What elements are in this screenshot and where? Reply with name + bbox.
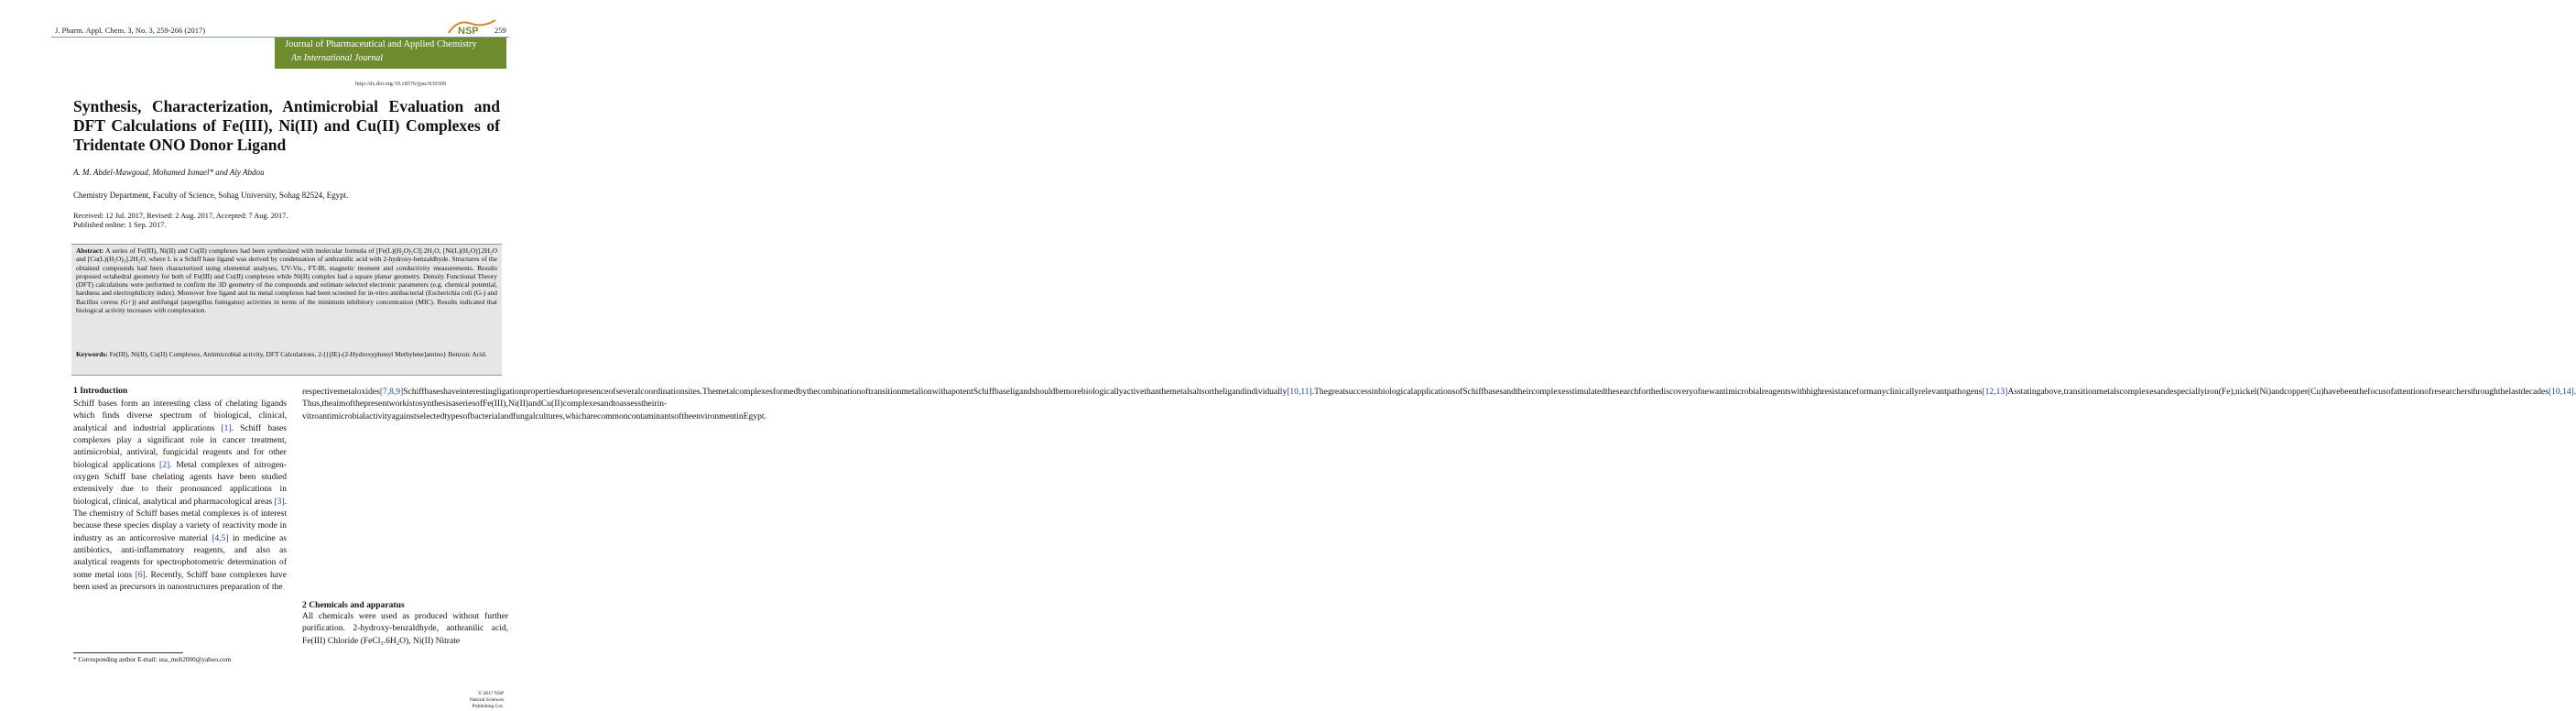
- journal-subtitle: An International Journal: [291, 53, 383, 63]
- reference-link[interactable]: [12,13]: [1982, 387, 2008, 397]
- published-date: Published online: 1 Sep. 2017.: [73, 221, 167, 229]
- abstract: [76, 246, 497, 314]
- copyright-line-2: Natural Sciences Publishing Cor.: [469, 697, 504, 709]
- page-number: 259: [495, 26, 506, 35]
- abstract-label: Abstract:: [76, 246, 104, 255]
- abstract-body: A series of Fe(III), Ni(II) and Cu(II) complexes had been synthesized with molecular formula of [Fe(L)(H₂O)₂Cl].2H₂O, [Ni(L)(H₂O)].2H₂O and [Cu(L)(H₂O)₃].2H₂O, where L is a Schiff base ligand was derived by condensation of anthranilic acid with 2-hydroxy-benzaldhyde. Structures of the obtained compounds had been characterized using elemental analyses, UV-Vis., FT-IR, magnetic moment and conductivity measurements. Results proposed octahedral geometry for both of Fe(III) and Cu(II) complexes while Ni(II) complex had a square planar geometry. Density Functional Theory (DFT) calculations were performed to confirm the 3D geometry of the compounds and estimate selected electronic parameters (e.g. chemical potential, hardness and electrophilicity index). Moreover free ligand and its metal complexes had been screened for in-vitro antibacterial (Escherichia coli (G-) and Bacillus cereus (G+)) and antifungal (aspergillus fumigatus) activities in terms of the minimum inhibitory concentration (MIC). Results indicated that biological activity increases with complexation.: [76, 246, 497, 315]
- reference-link[interactable]: [6]: [135, 569, 146, 580]
- reference-link[interactable]: [3]: [274, 496, 285, 507]
- running-head: J. Pharm. Appl. Chem. 3, No. 3, 259-266 (2017): [55, 26, 206, 35]
- journal-banner: [275, 38, 506, 69]
- reference-link[interactable]: [10,14]: [2548, 387, 2574, 397]
- logo-text: NSP: [458, 26, 479, 37]
- reference-link[interactable]: [7,8,9]: [379, 387, 404, 397]
- corresponding-author-footnote: * Corresponding author E-mail: usa_moh2000@yahoo.com: [73, 656, 232, 663]
- keywords-label: Keywords:: [76, 350, 108, 358]
- publisher-logo: [447, 16, 497, 37]
- footnote-rule: [73, 652, 183, 653]
- reference-link[interactable]: [4,5]: [212, 532, 229, 543]
- reference-link[interactable]: [10,11]: [1287, 387, 1312, 397]
- article-title: Synthesis, Characterization, Antimicrobial Evaluation and DFT Calculations of Fe(III), Ni(II) and Cu(II) Complexes of Tridentate ONO Donor Ligand: [73, 97, 500, 154]
- introduction-column-left: Schiff bases form an interesting class of chelating ligands which finds diverse spectrum of biological, clinical, analytical and industrial applications [1]. Schiff bases complexes play a significant role in cancer treatment, antimicrobial, antiviral, fungicidal reagents and for other biological applications [2]. Metal complexes of nitrogen-oxygen Schiff base chelating agents have been studied extensively due to their pronounced applications in biological, clinical, analytical and pharmacological areas [3]. The chemistry of Schiff bases metal complexes is of interest because these species display a variety of reactivity mode in industry as an anticorrosive material [4,5] in medicine as antibiotics, anti-inflammatory reagents, and also as analytical reagents for spectrophotometric determination of some metal ions [6]. Recently, Schiff base complexes have been used as precursors in nanostructures preparation of the: [73, 399, 288, 593]
- journal-name: Journal of Pharmaceutical and Applied Chemistry: [285, 39, 477, 49]
- introduction-column-right: respectivemetaloxides[7,8,9]Schiffbaseshaveinterestingligationpropertiesduetopresenceofseveralcoordinationsites.ThemetalcomplexesformedbythecombinationoftransitionmetalionwithapotentSchiffbaseligandshouldbemorebiologicallyactivethanthemetalsaltsortheligandindividually[10,11].ThegreatsuccessinbiologicalapplicationsofSchiffbasesandtheircomplexesstimulatedthesearchforthediscoveryofnewantimicrobialreagentswithhighresistanceformanyclinicallyrelevantpathogens[12,13]Asstatingabove,transitionmetalscomplexesandespeciallyiron(Fe),nickel(Ni)andcopper(Cu)havebeenthefocusofattentionofresearchersthroughthelastdecades[10,14]. Thus,theaimofthepresentworkistosynthesisaseriesofFe(III),Ni(II)andCu(II)complexesandtoassesstheirin-vitroantimicrobialactivityagainstselectedtypesofbacterialandfungalcultures,whicharecommoncontaminantsoftheenvironmentinEgypt.: [302, 387, 2576, 421]
- authors: A. M. Abdel-Mawgoud, Mohamed Ismael* and Aly Abdou: [73, 168, 265, 177]
- copyright: [449, 691, 504, 710]
- copyright-line-1: © 2017 NSP: [477, 691, 504, 696]
- reference-link[interactable]: [2]: [159, 459, 170, 470]
- keywords-body: Fe(III), Ni(II), Cu(II) Complexes, Antimicrobial activity, DFT Calculations, 2-[{(IE)-(2-Hydroxyphenyl Methylene]amino} Benzoic Acid.: [109, 350, 487, 358]
- chemicals-text: All chemicals were used as produced without further purification. 2-hydroxy-benzaldhyde, anthranilic acid, Fe(III) Chloride (FeCl₃.6H₂O), Ni(II) Nitrate: [302, 611, 508, 646]
- affiliation: Chemistry Department, Faculty of Science, Sohag University, Sohag 82524, Egypt.: [73, 191, 349, 200]
- section-heading-introduction: 1 Introduction: [73, 386, 128, 396]
- reference-link[interactable]: [1]: [221, 422, 232, 433]
- keywords: [76, 350, 497, 358]
- doi-link[interactable]: http://dx.doi.org/10.18576/jpac/030309: [355, 81, 447, 87]
- section-heading-chemicals: 2 Chemicals and apparatus: [302, 600, 405, 610]
- received-dates: Received: 12 Jul. 2017, Revised: 2 Aug. 2017, Accepted: 7 Aug. 2017.: [73, 212, 288, 220]
